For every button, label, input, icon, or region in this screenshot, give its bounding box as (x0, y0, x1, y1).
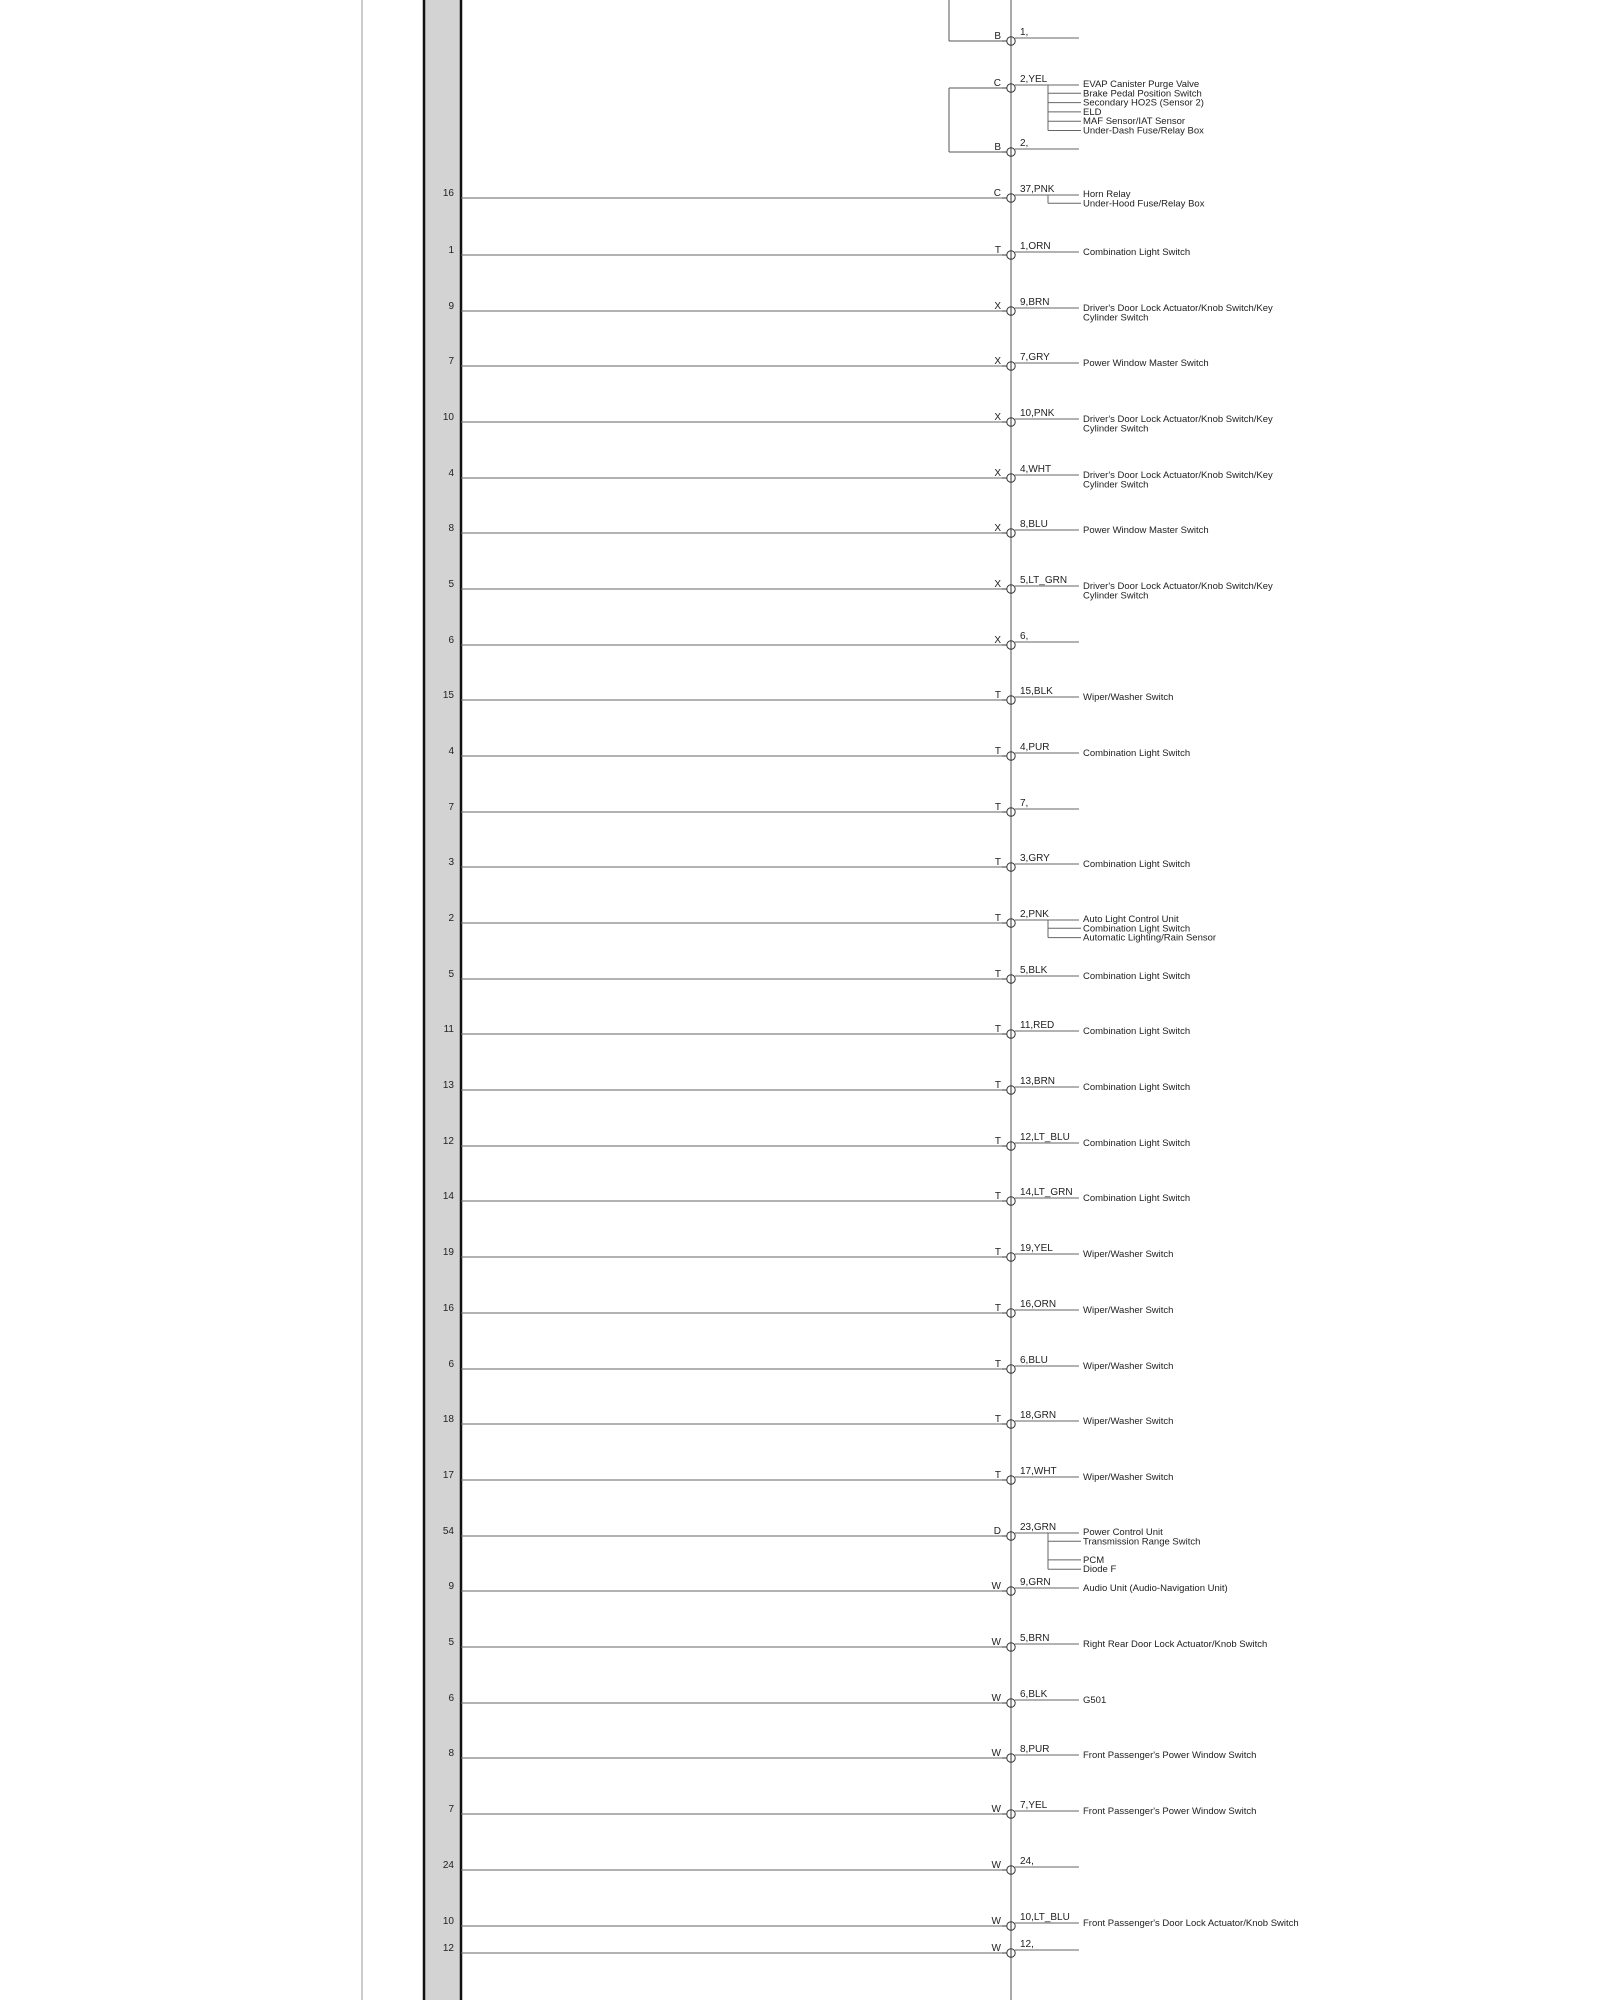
destination-label: Power Window Master Switch (1083, 525, 1209, 536)
destination-label: Cylinder Switch (1083, 312, 1149, 324)
wire-label: 9,BRN (1020, 297, 1050, 308)
connector-label: B (994, 142, 1001, 153)
pin-number: 7 (448, 1804, 454, 1815)
connector-label: W (991, 1693, 1001, 1704)
wire-label: 8,BLU (1020, 519, 1048, 530)
destination-label: Driver's Door Lock Actuator/Knob Switch/Key (1083, 581, 1273, 592)
pin-number: 8 (448, 1748, 454, 1759)
pin-number: 3 (448, 857, 454, 868)
pin-number: 6 (448, 1359, 454, 1370)
connector-label: W (991, 1860, 1001, 1871)
destination-label: Wiper/Washer Switch (1083, 1472, 1174, 1483)
pin-number: 6 (448, 635, 454, 646)
wire-label: 5,LT_GRN (1020, 575, 1068, 586)
wire-label: 5,BLK (1020, 965, 1048, 976)
wire-label: 7,YEL (1020, 1800, 1048, 1811)
pin-number: 4 (448, 468, 454, 479)
destination-label: Audio Unit (Audio-Navigation Unit) (1083, 1583, 1228, 1594)
destination-label: EVAP Canister Purge Valve (1083, 79, 1200, 90)
pin-number: 5 (448, 969, 454, 980)
wire-label: 12,LT_BLU (1020, 1132, 1070, 1143)
pin-number: 10 (442, 1916, 454, 1927)
destination-label: Auto Light Control Unit (1083, 914, 1179, 925)
connector-label: X (994, 412, 1001, 423)
connector-label: T (994, 1470, 1001, 1481)
connector-label: T (994, 1191, 1001, 1202)
pin-number: 4 (448, 746, 454, 757)
wire-label: 8,PUR (1020, 1744, 1050, 1755)
connector-label: T (994, 690, 1001, 701)
wire-label: 17,WHT (1020, 1466, 1057, 1477)
wire-label: 6,BLK (1020, 1689, 1048, 1700)
destination-label: Wiper/Washer Switch (1083, 1361, 1174, 1372)
connector-label: C (993, 78, 1001, 89)
wire-label: 5,BRN (1020, 1633, 1050, 1644)
connector-label: W (991, 1943, 1001, 1954)
destination-label: Front Passenger's Power Window Switch (1083, 1750, 1257, 1761)
destination-label: Power Window Master Switch (1083, 358, 1209, 369)
connector-label: T (994, 1080, 1001, 1091)
wire-label: 10,LT_BLU (1020, 1912, 1070, 1923)
connector-label: T (994, 913, 1001, 924)
wire-label: 14,LT_GRN (1020, 1187, 1073, 1198)
destination-label: Combination Light Switch (1083, 1138, 1191, 1149)
wire-label: 4,PUR (1020, 742, 1050, 753)
connector-label: T (994, 1247, 1001, 1258)
pin-number: 12 (442, 1136, 454, 1147)
wire-label: 15,BLK (1020, 686, 1053, 697)
wire-label: 37,PNK (1020, 184, 1055, 195)
connector-label: B (994, 31, 1001, 42)
pin-number: 18 (442, 1414, 454, 1425)
destination-label: Front Passenger's Power Window Switch (1083, 1806, 1257, 1817)
connector-label: W (991, 1637, 1001, 1648)
pin-number: 9 (448, 301, 454, 312)
destination-label: Combination Light Switch (1083, 971, 1191, 982)
destination-label: ELD (1083, 106, 1102, 118)
destination-label: Cylinder Switch (1083, 479, 1149, 491)
destination-label: G501 (1083, 1695, 1107, 1706)
destination-label: Cylinder Switch (1083, 590, 1149, 602)
connector-label: C (993, 188, 1001, 199)
pin-number: 15 (442, 690, 454, 701)
wire-label: 16,ORN (1020, 1299, 1057, 1310)
pin-number: 5 (448, 579, 454, 590)
wire-label: 2,PNK (1020, 909, 1049, 920)
pin-number: 16 (442, 1303, 454, 1314)
pin-number: 24 (442, 1860, 454, 1871)
destination-label: Combination Light Switch (1083, 748, 1191, 759)
connector-label: X (994, 356, 1001, 367)
connector-label: T (994, 746, 1001, 757)
connector-label: T (994, 245, 1001, 256)
connector-label: T (994, 1303, 1001, 1314)
connector-label: X (994, 468, 1001, 479)
wire-label: 7,GRY (1020, 352, 1050, 363)
bus-bar (424, 0, 461, 2000)
destination-label: Combination Light Switch (1083, 1026, 1191, 1037)
wire-label: 1,ORN (1020, 241, 1051, 252)
wire-label: 11,RED (1020, 1020, 1055, 1031)
pin-number: 11 (443, 1024, 454, 1035)
destination-label: Combination Light Switch (1083, 1082, 1191, 1093)
wire-label: 10,PNK (1020, 408, 1055, 419)
destination-label: Power Control Unit (1083, 1527, 1163, 1538)
connector-label: X (994, 635, 1001, 646)
destination-label: Driver's Door Lock Actuator/Knob Switch/Key (1083, 414, 1273, 425)
wire-label: 12, (1020, 1939, 1034, 1950)
connector-label: X (994, 579, 1001, 590)
destination-label: PCM (1083, 1554, 1105, 1566)
destination-label: Driver's Door Lock Actuator/Knob Switch/Key (1083, 470, 1273, 481)
connector-label: T (994, 857, 1001, 868)
destination-label: Wiper/Washer Switch (1083, 1305, 1174, 1316)
wire-label: 7, (1020, 798, 1029, 809)
pin-number: 6 (448, 1693, 454, 1704)
pin-number: 7 (448, 802, 454, 813)
wire-label: 6, (1020, 631, 1029, 642)
wire-label: 2,YEL (1020, 74, 1048, 85)
connector-label: W (991, 1748, 1001, 1759)
destination-label: Secondary HO2S (Sensor 2) (1083, 97, 1204, 109)
wire-label: 9,GRN (1020, 1577, 1051, 1588)
destination-label: Driver's Door Lock Actuator/Knob Switch/Key (1083, 303, 1273, 314)
pin-number: 8 (448, 523, 454, 534)
pin-number: 14 (442, 1191, 454, 1202)
circuit-rows (443, 27, 1299, 1957)
destination-label: MAF Sensor/IAT Sensor (1083, 116, 1186, 128)
connector-label: W (991, 1804, 1001, 1815)
wire-label: 18,GRN (1020, 1410, 1057, 1421)
pin-number: 17 (442, 1470, 454, 1481)
connector-label: W (991, 1916, 1001, 1927)
connector-label: T (994, 1024, 1001, 1035)
pin-number: 7 (448, 356, 454, 367)
destination-label: Transmission Range Switch (1083, 1536, 1201, 1548)
wire-label: 23,GRN (1020, 1522, 1057, 1533)
wire-label: 2, (1020, 138, 1029, 149)
destination-label: Wiper/Washer Switch (1083, 692, 1174, 703)
wire-label: 24, (1020, 1856, 1034, 1867)
destination-label: Right Rear Door Lock Actuator/Knob Switch (1083, 1639, 1268, 1650)
connector-label: T (994, 1136, 1001, 1147)
wire-label: 6,BLU (1020, 1355, 1048, 1366)
destination-label: Automatic Lighting/Rain Sensor (1083, 932, 1217, 944)
pin-number: 54 (442, 1526, 454, 1537)
destination-label: Under-Dash Fuse/Relay Box (1083, 125, 1204, 137)
destination-label: Combination Light Switch (1083, 859, 1191, 870)
pin-number: 12 (442, 1943, 454, 1954)
pin-number: 9 (448, 1581, 454, 1592)
destination-label: Wiper/Washer Switch (1083, 1416, 1174, 1427)
wire-label: 19,YEL (1020, 1243, 1053, 1254)
destination-label: Diode F (1083, 1564, 1117, 1576)
pin-number: 5 (448, 1637, 454, 1648)
connector-label: X (994, 301, 1001, 312)
pin-number: 13 (442, 1080, 454, 1091)
destination-label: Combination Light Switch (1083, 923, 1191, 935)
wire-label: 3,GRY (1020, 853, 1050, 864)
destination-label: Under-Hood Fuse/Relay Box (1083, 198, 1205, 210)
destination-label: Brake Pedal Position Switch (1083, 88, 1202, 100)
pin-number: 10 (442, 412, 454, 423)
pin-number: 16 (442, 188, 454, 199)
wire-label: 4,WHT (1020, 464, 1052, 475)
connector-label: T (994, 1359, 1001, 1370)
connector-label: T (994, 969, 1001, 980)
pin-number: 2 (448, 913, 454, 924)
destination-label: Combination Light Switch (1083, 1193, 1191, 1204)
wire-label: 13,BRN (1020, 1076, 1056, 1087)
connector-label: T (994, 802, 1001, 813)
destination-label: Front Passenger's Door Lock Actuator/Knob Switch (1083, 1918, 1299, 1929)
connector-label: W (991, 1581, 1001, 1592)
destination-label: Wiper/Washer Switch (1083, 1249, 1174, 1260)
pin-number: 1 (448, 245, 454, 256)
destination-label: Cylinder Switch (1083, 423, 1149, 435)
wire-label: 1, (1020, 27, 1029, 38)
connector-label: X (994, 523, 1001, 534)
destination-label: Combination Light Switch (1083, 247, 1191, 258)
connector-label: T (994, 1414, 1001, 1425)
connector-label: D (993, 1526, 1001, 1537)
pin-number: 19 (442, 1247, 454, 1258)
destination-label: Horn Relay (1083, 189, 1131, 200)
